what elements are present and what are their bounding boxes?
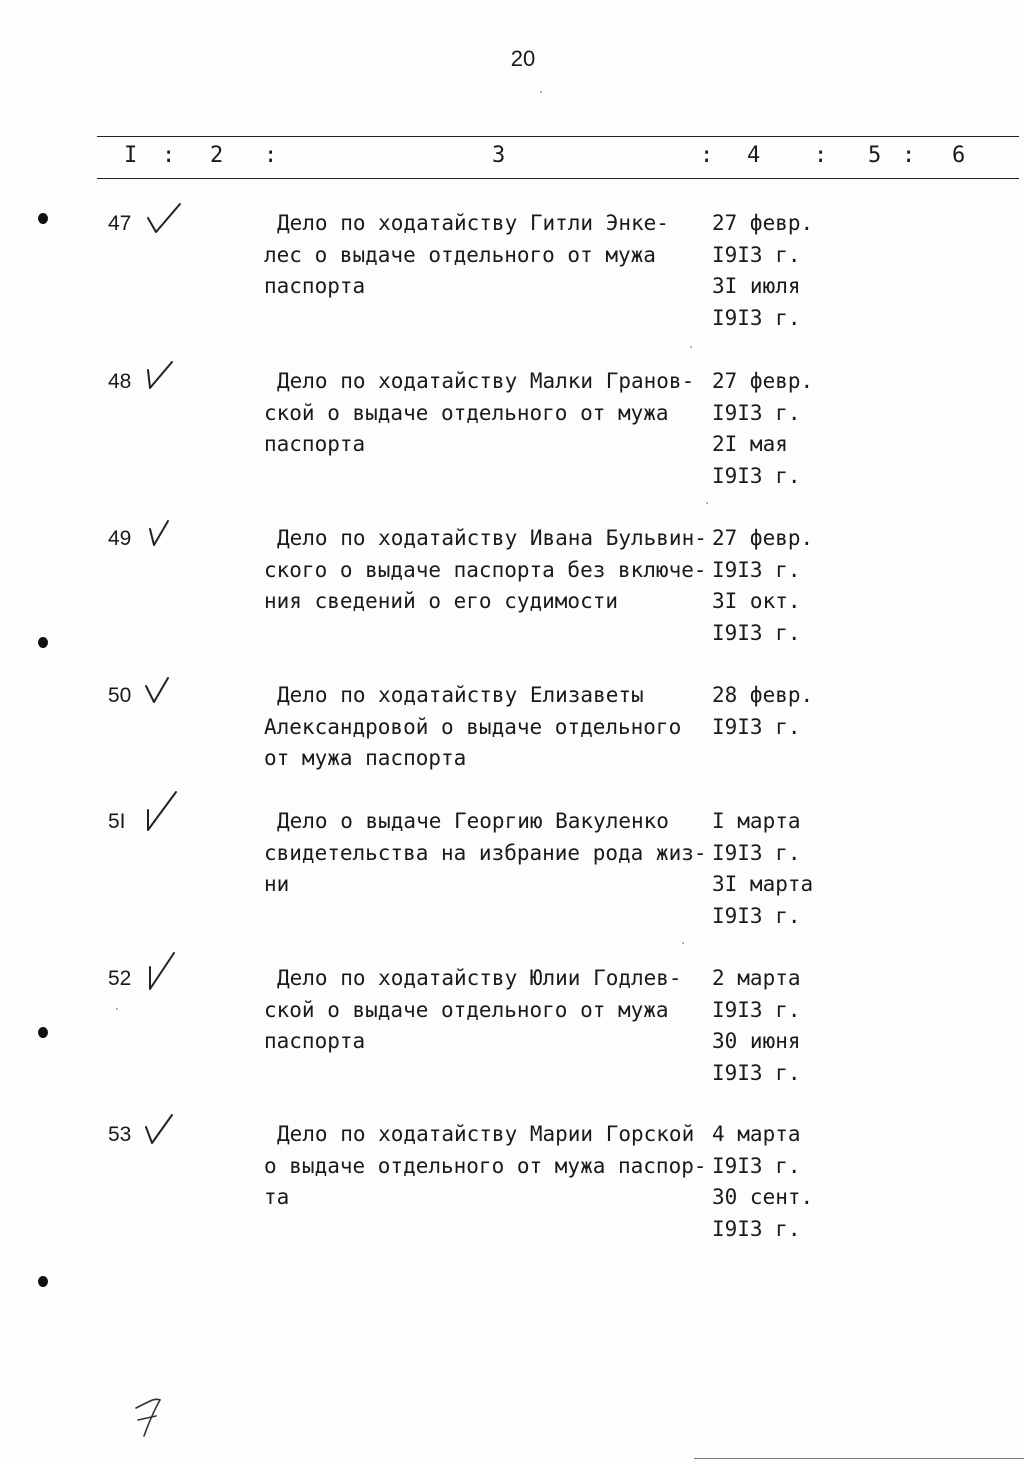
binding-hole-mark	[38, 1276, 48, 1287]
case-title-line: от мужа паспорта	[264, 746, 467, 770]
case-title-line: паспорта	[264, 1029, 366, 1053]
case-date-line: I9I3 г.	[712, 305, 801, 330]
header-rule-bottom	[97, 178, 1019, 179]
case-title-line: свидетельства на избрание рода жиз-	[264, 840, 707, 865]
case-title-line: Дело по ходатайству Малки Гранов-	[277, 369, 695, 393]
case-date-line: I9I3 г.	[712, 620, 801, 645]
scan-speck	[116, 1008, 118, 1010]
case-title-line: Дело по ходатайству Марии Горской	[277, 1122, 695, 1146]
case-title-line: Александровой о выдаче отдельного	[264, 714, 682, 739]
page-number: 20	[510, 46, 536, 71]
case-date-line: I9I3 г.	[712, 840, 801, 865]
checkmark-icon	[142, 1111, 182, 1153]
case-number: 50	[108, 684, 132, 707]
case-title-line: о выдаче отдельного от мужа паспор-	[264, 1153, 707, 1178]
column-separator: :	[902, 143, 916, 168]
scan-speck	[690, 346, 692, 348]
case-date-line: 2I мая	[712, 432, 788, 456]
case-title-line: ской о выдаче отдельного от мужа	[264, 997, 669, 1022]
case-title-line: паспорта	[264, 274, 366, 298]
column-separator: :	[162, 143, 176, 168]
case-date-line: 28 февр.	[712, 683, 814, 707]
case-date-line: I9I3 г.	[712, 1153, 801, 1178]
checkmark-icon	[144, 200, 184, 242]
case-title-line: Дело по ходатайству Гитли Энке-	[277, 211, 669, 235]
case-date-line: 4 марта	[712, 1122, 801, 1146]
case-title-line: ния сведений о его судимости	[264, 589, 619, 613]
case-date-line: I9I3 г.	[712, 714, 801, 739]
case-number: 48	[108, 370, 132, 393]
case-date-line: 3I марта	[712, 872, 814, 896]
column-separator: :	[264, 143, 278, 168]
case-title-line: та	[264, 1185, 290, 1209]
checkmark-icon	[142, 358, 182, 400]
case-date-line: I9I3 г.	[712, 1060, 801, 1085]
column-2-header: 2	[210, 143, 224, 168]
case-date-line: I9I3 г.	[712, 903, 801, 928]
column-separator: :	[700, 143, 714, 168]
case-date-line: 30 сент.	[712, 1185, 814, 1209]
case-date-line: I9I3 г.	[712, 997, 801, 1022]
case-number: 49	[108, 527, 132, 550]
case-title-line: Дело по ходатайству Юлии Годлев-	[277, 966, 682, 990]
case-title-line: ни	[264, 872, 290, 896]
checkmark-icon	[144, 949, 184, 999]
case-date-line: I9I3 г.	[712, 463, 801, 488]
binding-hole-mark	[38, 1027, 48, 1038]
case-title-line: Дело о выдаче Георгию Вакуленко	[277, 809, 669, 833]
column-1-header: I	[124, 143, 138, 168]
case-title-line: паспорта	[264, 432, 366, 456]
case-title-line: ского о выдаче паспорта без включе-	[264, 557, 707, 582]
case-date-line: 2 марта	[712, 966, 801, 990]
scan-speck	[682, 942, 684, 944]
case-date-line: 3I окт.	[712, 589, 801, 613]
case-date-line: 27 февр.	[712, 526, 814, 550]
case-date-line: 27 февр.	[712, 369, 814, 393]
case-number: 5I	[108, 810, 126, 833]
checkmark-icon	[142, 788, 182, 840]
case-date-line: 3I июля	[712, 274, 801, 298]
column-6-header: 6	[952, 143, 966, 168]
case-number: 47	[108, 212, 132, 235]
handwritten-folio-mark	[126, 1392, 176, 1442]
column-3-header: 3	[492, 143, 506, 168]
case-date-line: 30 июня	[712, 1029, 801, 1053]
case-date-line: I9I3 г.	[712, 242, 801, 267]
case-date-line: 27 февр.	[712, 211, 814, 235]
scan-speck	[540, 91, 542, 93]
column-5-header: 5	[868, 143, 882, 168]
case-number: 53	[108, 1123, 132, 1146]
header-rule-top	[97, 136, 1019, 137]
checkmark-icon	[144, 515, 184, 557]
case-number: 52	[108, 967, 132, 990]
binding-hole-mark	[38, 637, 48, 648]
case-date-line: I9I3 г.	[712, 1216, 801, 1241]
case-title-line: Дело по ходатайству Елизаветы	[277, 683, 644, 707]
binding-hole-mark	[38, 213, 48, 224]
case-date-line: I марта	[712, 809, 801, 833]
case-title-line: Дело по ходатайству Ивана Бульвин-	[277, 526, 707, 550]
page-edge-line	[694, 1458, 1024, 1459]
case-title-line: лес о выдаче отдельного от мужа	[264, 242, 656, 267]
case-date-line: I9I3 г.	[712, 400, 801, 425]
case-date-line: I9I3 г.	[712, 557, 801, 582]
checkmark-icon	[142, 672, 182, 714]
column-separator: :	[814, 143, 828, 168]
column-4-header: 4	[747, 143, 761, 168]
case-title-line: ской о выдаче отдельного от мужа	[264, 400, 669, 425]
scan-speck	[706, 502, 708, 504]
